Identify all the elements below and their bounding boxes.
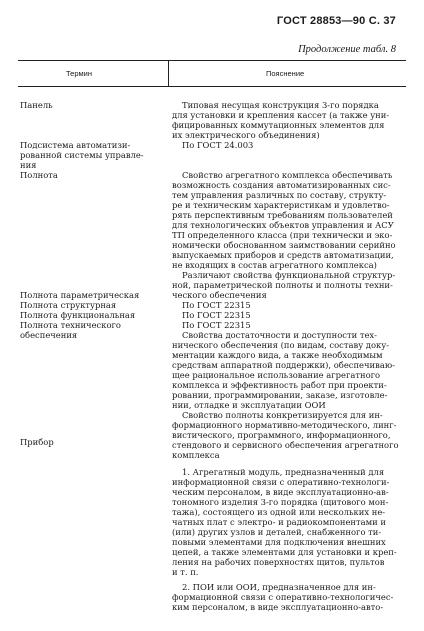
column-header-explanation: Пояснение (266, 69, 305, 78)
explanation-line: цепей, а также элементами для установки и креп- (172, 547, 397, 557)
explanation-line: щее рациональное использование агрегатного (172, 370, 381, 380)
explanation-line: не входящих в состав агрегатного комплекса) (172, 260, 377, 270)
explanation-line: возможность создания автоматизированных сис- (172, 180, 391, 190)
explanation-line: для технологических объектов управления и АСУ (172, 220, 394, 230)
explanation-line: По ГОСТ 22315 (182, 300, 251, 310)
explanation-line: фицированных коммутационных элементов для (172, 120, 385, 130)
explanation-line: ной, параметрической полноты и полноты техни- (172, 280, 393, 290)
explanation-line: ким персоналом, в виде эксплуатационно-авто- (172, 602, 384, 612)
explanation-line: стендового и сервисного обеспечения агрегатного (172, 440, 399, 450)
explanation-line: комплекса и эффективность работ при проекти- (172, 380, 387, 390)
term-subsystem-line3: ния (20, 160, 37, 170)
explanation-line: рять перспективным требованиям пользователей (172, 210, 393, 220)
term-completeness-technical-line1: Полнота технического (20, 320, 121, 330)
explanation-line: 1. Агрегатный модуль, предназначенный для (182, 467, 385, 477)
explanation-line: формационного нормативно-методического, линг- (172, 420, 397, 430)
explanation-line: ческим персоналом, в виде эксплуатационно-ав- (172, 487, 389, 497)
term-completeness-functional: Полнота функциональная (20, 310, 136, 320)
explanation-line: номически обоснованном заимствовании серийно (172, 240, 396, 250)
explanation-line: выпускаемых приборов и средств автоматизации, (172, 250, 394, 260)
term-completeness-structural: Полнота структурная (20, 300, 117, 310)
explanation-line: повыми элементами для подключения внешних (172, 537, 386, 547)
explanation-line: комплекса (172, 450, 220, 460)
explanation-line: тажа), состоящего из одной или нескольких не- (172, 507, 386, 517)
explanation-line: чатных плат с электро- и радиокомпонентами и (172, 517, 386, 527)
explanation-line: для установки и крепления кассет (а также уни- (172, 110, 390, 120)
explanation-line: Свойства достаточности и доступности тех- (182, 330, 377, 340)
explanation-line: их электрического объединения) (172, 130, 320, 140)
explanation-line: и т. п. (172, 567, 199, 577)
term-panel: Панель (20, 100, 53, 110)
term-subsystem-line1: Подсистема автоматизи- (20, 140, 131, 150)
explanation-line: нического обеспечения (по видам, составу доку- (172, 340, 389, 350)
table-header-rule (18, 86, 406, 87)
explanation-line: формационной связи с оперативно-технологичес- (172, 592, 394, 602)
explanation-line: ления на рабочих поверхностях щитов, пультов (172, 557, 385, 567)
term-device: Прибор (20, 437, 54, 447)
explanation-line: (или) других узлов и деталей, снабженного ти- (172, 527, 382, 537)
explanation-line: Различают свойства функциональной структур- (182, 270, 396, 280)
term-completeness-parametric: Полнота параметрическая (20, 290, 140, 300)
explanation-line: Типовая несущая конструкция 3-го порядка (182, 100, 379, 110)
explanation-line: ТП определенного класса (при технически и эко- (172, 230, 393, 240)
explanation-line: По ГОСТ 24.003 (182, 140, 254, 150)
explanation-line: тономного изделия 3-го порядка (щитового мон- (172, 497, 389, 507)
explanation-line: тем управления различных по составу, структу- (172, 190, 387, 200)
explanation-line: ре и техническим характеристикам и удовлетво- (172, 200, 390, 210)
explanation-line: средствам аппаратной поддержки), обеспечиваю- (172, 360, 395, 370)
explanation-line: По ГОСТ 22315 (182, 320, 251, 330)
explanation-line: 2. ПОИ или ООИ, предназначенное для ин- (182, 582, 376, 592)
explanation-line: Свойство агрегатного комплекса обеспечивать (182, 170, 393, 180)
explanation-line: ментации каждого вида, а также необходимым (172, 350, 383, 360)
explanation-line: ческого обеспечения (172, 290, 267, 300)
explanation-line: нии, отладке и эксплуатации ООИ (172, 400, 326, 410)
explanation-line: Свойство полноты конкретизируется для ин- (182, 410, 383, 420)
term-completeness-technical-line2: обеспечения (20, 330, 78, 340)
term-completeness: Полнота (20, 170, 58, 180)
standard-code: ГОСТ 28853—90 С. 37 (276, 15, 396, 27)
term-subsystem-line2: рованной системы управле- (20, 150, 144, 160)
table-continuation-label: Продолжение табл. 8 (298, 44, 396, 55)
explanation-line: ровании, программировании, заказе, изготовле- (172, 390, 388, 400)
explanation-line: По ГОСТ 22315 (182, 310, 251, 320)
table-top-rule (18, 60, 406, 61)
explanation-line: информационной связи с оперативно-технологи- (172, 477, 390, 487)
explanation-line: вистического, программного, информационного, (172, 430, 391, 440)
column-divider (168, 60, 169, 87)
column-header-terms: Термин (66, 69, 92, 78)
